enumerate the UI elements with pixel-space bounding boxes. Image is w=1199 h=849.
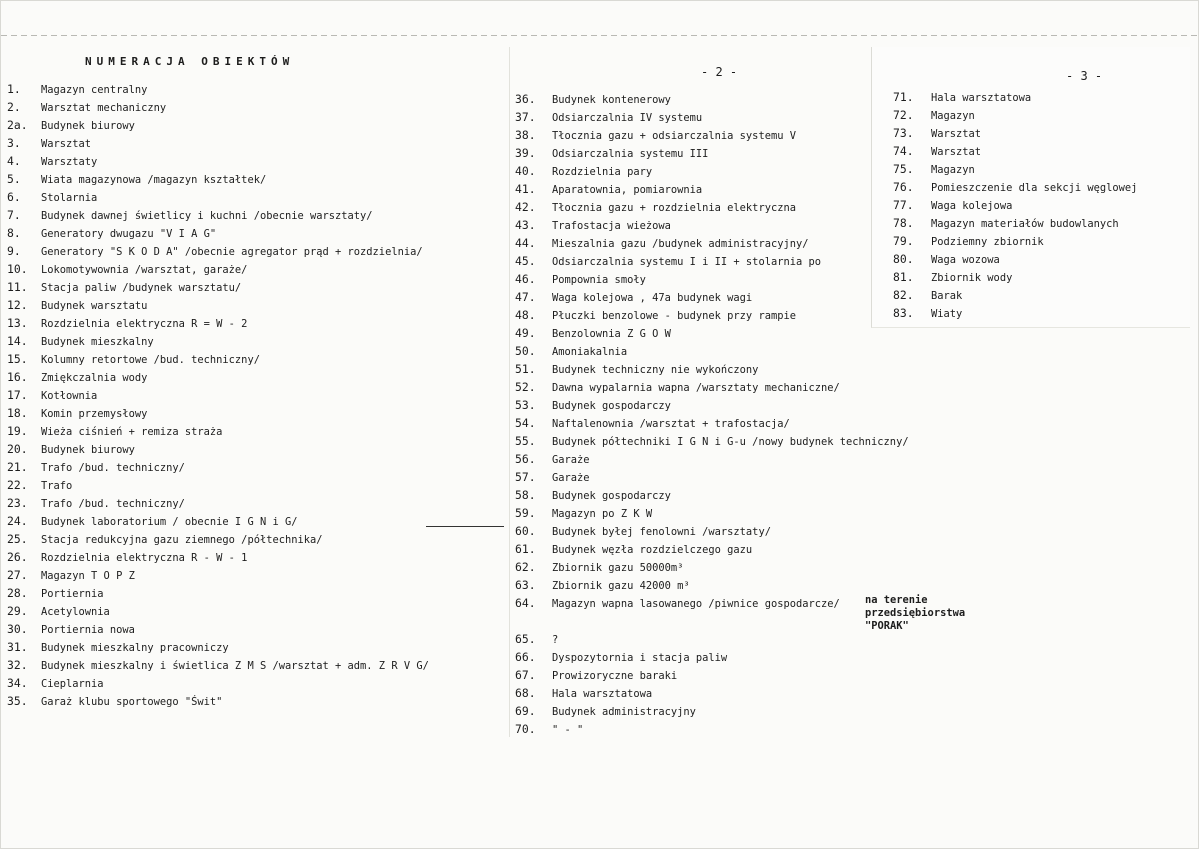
- list-item: [515, 702, 877, 720]
- item-number: 41.: [515, 182, 536, 196]
- list-item: [515, 342, 877, 360]
- item-text: Budynek mieszkalny i świetlica Z M S /warsztat + adm. Z R V G/: [41, 660, 429, 672]
- list-item: [7, 692, 507, 710]
- item-number: 66.: [515, 650, 536, 664]
- item-number: 63.: [515, 578, 536, 592]
- item-text: Barak: [931, 290, 963, 302]
- item-text: Warsztat: [931, 128, 982, 140]
- item-number: 7.: [7, 208, 21, 222]
- item-text: Portiernia nowa: [41, 624, 135, 636]
- item-text: Budynek mieszkalny: [41, 336, 154, 348]
- item-number: 79.: [893, 234, 914, 248]
- item-number: 42.: [515, 200, 536, 214]
- list-item: [515, 162, 877, 180]
- item-number: 67.: [515, 668, 536, 682]
- list-item: [7, 422, 507, 440]
- item-text: Garaże: [552, 454, 590, 466]
- item-number: 55.: [515, 434, 536, 448]
- list-item: [515, 360, 877, 378]
- list-item: [7, 152, 507, 170]
- item-text: Warsztat: [931, 146, 982, 158]
- list-item: [515, 486, 877, 504]
- list-item: [7, 458, 507, 476]
- list-item: [893, 304, 1183, 322]
- list-item: [515, 126, 877, 144]
- item-text: Magazyn materiałów budowlanych: [931, 218, 1119, 230]
- list-item: [515, 648, 877, 666]
- item-text: Kolumny retortowe /bud. techniczny/: [41, 354, 260, 366]
- list-item: [515, 432, 909, 450]
- item-text: Cieplarnia: [41, 678, 104, 690]
- item-text: Odsiarczalnia systemu III: [552, 148, 709, 160]
- item-text: " - ": [552, 724, 584, 736]
- list-item: [7, 332, 507, 350]
- list-item: [893, 124, 1183, 142]
- item-number: 36.: [515, 92, 536, 106]
- item-text: Trafo /bud. techniczny/: [41, 498, 185, 510]
- item-number: 71.: [893, 90, 914, 104]
- list-item: [7, 404, 507, 422]
- list-item: [515, 306, 877, 324]
- item-text: Budynek mieszkalny pracowniczy: [41, 642, 229, 654]
- item-text: Podziemny zbiornik: [931, 236, 1044, 248]
- list-item: [7, 278, 507, 296]
- list-item: [893, 214, 1183, 232]
- item-number: 21.: [7, 460, 28, 474]
- list-item: [7, 674, 507, 692]
- object-list-column-3: [893, 88, 1183, 322]
- item-number: 74.: [893, 144, 914, 158]
- list-item: [515, 594, 966, 632]
- item-number: 8.: [7, 226, 21, 240]
- item-number: 25.: [7, 532, 28, 546]
- item-text: Garaże: [552, 472, 590, 484]
- item-text: Magazyn po Z K W: [552, 508, 653, 520]
- item-text: Budynek dawnej świetlicy i kuchni /obecnie warsztaty/: [41, 210, 373, 222]
- item-number: 17.: [7, 388, 28, 402]
- item-number: 10.: [7, 262, 28, 276]
- list-item: [7, 80, 507, 98]
- item-text: Magazyn wapna lasowanego /piwnice gospodarcze/: [552, 598, 840, 610]
- item-number: 19.: [7, 424, 28, 438]
- list-item: [515, 720, 877, 738]
- item-text: Budynek laboratorium / obecnie I G N i G/: [41, 516, 298, 528]
- list-item: [893, 250, 1183, 268]
- item-number: 1.: [7, 82, 21, 96]
- item-text: Hala warsztatowa: [931, 92, 1032, 104]
- list-item: [515, 468, 877, 486]
- list-item: [7, 566, 507, 584]
- item-number: 46.: [515, 272, 536, 286]
- item-text: Wieża ciśnień + remiza straża: [41, 426, 223, 438]
- list-item: [515, 666, 877, 684]
- column-divider: [509, 47, 510, 737]
- item-number: 22.: [7, 478, 28, 492]
- list-item: [7, 242, 507, 260]
- list-item: [7, 224, 507, 242]
- page-title: NUMERACJA OBIEKTÓW: [85, 55, 295, 68]
- item-number: 35.: [7, 694, 28, 708]
- item-number: 28.: [7, 586, 28, 600]
- item-number: 73.: [893, 126, 914, 140]
- item-number: 45.: [515, 254, 536, 268]
- list-item: [7, 476, 507, 494]
- list-item: [893, 178, 1183, 196]
- item-number: 59.: [515, 506, 536, 520]
- list-item: [515, 252, 877, 270]
- list-item: [7, 584, 507, 602]
- item-text: Waga wozowa: [931, 254, 1000, 266]
- item-text: Pompownia smoły: [552, 274, 646, 286]
- list-item: [7, 314, 507, 332]
- item-number: 70.: [515, 722, 536, 736]
- item-text: Zbiornik gazu 50000m³: [552, 562, 684, 574]
- list-item: [515, 576, 877, 594]
- item-text: Portiernia: [41, 588, 104, 600]
- item-number: 37.: [515, 110, 536, 124]
- item-number: 20.: [7, 442, 28, 456]
- item-number: 78.: [893, 216, 914, 230]
- item-text: Stacja paliw /budynek warsztatu/: [41, 282, 242, 294]
- list-item: [515, 504, 877, 522]
- item-text: Rozdzielnia elektryczna R = W - 2: [41, 318, 248, 330]
- item-number: 2.: [7, 100, 21, 114]
- item-text: Mieszalnia gazu /budynek administracyjny/: [552, 238, 809, 250]
- list-item: [515, 180, 877, 198]
- item-number: 34.: [7, 676, 28, 690]
- item-number: 5.: [7, 172, 21, 186]
- item-text: Wiaty: [931, 308, 963, 320]
- list-item: [893, 286, 1183, 304]
- item-number: 76.: [893, 180, 914, 194]
- item-number: 40.: [515, 164, 536, 178]
- list-item: [515, 198, 877, 216]
- item-text: Aparatownia, pomiarownia: [552, 184, 703, 196]
- list-item: [515, 378, 877, 396]
- list-item: [7, 494, 507, 512]
- list-item: [515, 90, 877, 108]
- item-number: 12.: [7, 298, 28, 312]
- item-text: Budynek kontenerowy: [552, 94, 671, 106]
- item-text: Tłocznia gazu + odsiarczalnia systemu V: [552, 130, 796, 142]
- item-number: 43.: [515, 218, 536, 232]
- item-text: Trafo /bud. techniczny/: [41, 462, 185, 474]
- item-number: 3.: [7, 136, 21, 150]
- list-item: [515, 522, 877, 540]
- list-item: [7, 656, 507, 674]
- item-number: 2a.: [7, 118, 28, 132]
- list-item: [7, 296, 507, 314]
- list-item: [893, 268, 1183, 286]
- item-number: 60.: [515, 524, 536, 538]
- item-number: 31.: [7, 640, 28, 654]
- item-number: 51.: [515, 362, 536, 376]
- item-number: 27.: [7, 568, 28, 582]
- list-item: [515, 396, 877, 414]
- item-number: 48.: [515, 308, 536, 322]
- item-text: Prowizoryczne baraki: [552, 670, 678, 682]
- item-text: Warsztat mechaniczny: [41, 102, 167, 114]
- item-number: 62.: [515, 560, 536, 574]
- item-number: 4.: [7, 154, 21, 168]
- item-number: 24.: [7, 514, 28, 528]
- item-number: 75.: [893, 162, 914, 176]
- item-text: Amoniakalnia: [552, 346, 628, 358]
- item-text: Zbiornik gazu 42000 m³: [552, 580, 690, 592]
- item-text: Kotłownia: [41, 390, 98, 402]
- object-list-column-1: [7, 80, 507, 710]
- list-item: [515, 324, 877, 342]
- list-item: [893, 160, 1183, 178]
- item-text: Budynek warsztatu: [41, 300, 148, 312]
- item-text: Hala warsztatowa: [552, 688, 653, 700]
- item-text: Rozdzielnia elektryczna R - W - 1: [41, 552, 248, 564]
- header-rule: [1, 35, 1198, 36]
- item-text: Acetylownia: [41, 606, 110, 618]
- item-number: 69.: [515, 704, 536, 718]
- item-text: Magazyn T O P Z: [41, 570, 135, 582]
- list-item: [7, 602, 507, 620]
- list-item: [515, 288, 877, 306]
- item-number: 32.: [7, 658, 28, 672]
- item-text: Budynek gospodarczy: [552, 400, 671, 412]
- list-item: [515, 216, 877, 234]
- item-number: 52.: [515, 380, 536, 394]
- item-text: Generatory "S K O D A" /obecnie agregator prąd + rozdzielnia/: [41, 246, 423, 258]
- list-item: [515, 144, 877, 162]
- item-text: Zmiękczalnia wody: [41, 372, 148, 384]
- item-text: Odsiarczalnia IV systemu: [552, 112, 703, 124]
- item-number: 13.: [7, 316, 28, 330]
- item-number: 83.: [893, 306, 914, 320]
- item-number: 80.: [893, 252, 914, 266]
- list-item: [7, 350, 507, 368]
- item-text: Zbiornik wody: [931, 272, 1013, 284]
- item-text: Magazyn centralny: [41, 84, 148, 96]
- item-text: Wiata magazynowa /magazyn kształtek/: [41, 174, 267, 186]
- item-text: Dawna wypalarnia wapna /warsztaty mechaniczne/: [552, 382, 840, 394]
- item-number: 53.: [515, 398, 536, 412]
- item-number: 47.: [515, 290, 536, 304]
- item-number: 54.: [515, 416, 536, 430]
- item-text: Waga kolejowa , 47a budynek wagi: [552, 292, 753, 304]
- item-text: Budynek półtechniki I G N i G-u /nowy budynek techniczny/: [552, 436, 909, 448]
- list-item: [7, 116, 507, 134]
- item-number: 18.: [7, 406, 28, 420]
- item-number: 50.: [515, 344, 536, 358]
- item-text: Budynek biurowy: [41, 444, 135, 456]
- list-item: [7, 206, 507, 224]
- item-number: 23.: [7, 496, 28, 510]
- item-text: Budynek gospodarczy: [552, 490, 671, 502]
- page-number-3: - 3 -: [1066, 69, 1103, 83]
- item-text: Waga kolejowa: [931, 200, 1013, 212]
- item-number: 29.: [7, 604, 28, 618]
- item-text: Rozdzielnia pary: [552, 166, 653, 178]
- item-text: Trafostacja wieżowa: [552, 220, 671, 232]
- item-text: Naftalenownia /warsztat + trafostacja/: [552, 418, 790, 430]
- item-number: 11.: [7, 280, 28, 294]
- list-item: [7, 260, 507, 278]
- list-item: [515, 450, 877, 468]
- item-number: 58.: [515, 488, 536, 502]
- item-text: Magazyn: [931, 164, 975, 176]
- item-number: 57.: [515, 470, 536, 484]
- list-item: [515, 684, 877, 702]
- list-item: [7, 638, 507, 656]
- list-item: [515, 234, 877, 252]
- item-number: 44.: [515, 236, 536, 250]
- underline-dash: [426, 526, 504, 527]
- item-text: Benzolownia Z G O W: [552, 328, 671, 340]
- item-number: 16.: [7, 370, 28, 384]
- list-item: [515, 558, 877, 576]
- page-number-2: - 2 -: [701, 65, 738, 79]
- list-item: [893, 196, 1183, 214]
- item-text: ?: [552, 634, 559, 646]
- item-text: Budynek administracyjny: [552, 706, 696, 718]
- list-item: [7, 134, 507, 152]
- item-number: 68.: [515, 686, 536, 700]
- list-item: [7, 368, 507, 386]
- list-item: [7, 620, 507, 638]
- item-text: Generatory dwugazu "V I A G": [41, 228, 217, 240]
- item-number: 6.: [7, 190, 21, 204]
- list-item: [7, 440, 507, 458]
- list-item: [515, 270, 877, 288]
- list-item: [7, 98, 507, 116]
- item-text: Odsiarczalnia systemu I i II + stolarnia po: [552, 256, 821, 268]
- item-number: 82.: [893, 288, 914, 302]
- list-item: [893, 142, 1183, 160]
- list-item: [7, 386, 507, 404]
- item-text: Płuczki benzolowe - budynek przy rampie: [552, 310, 796, 322]
- item-text: Budynek byłej fenolowni /warsztaty/: [552, 526, 771, 538]
- item-number: 14.: [7, 334, 28, 348]
- item-number: 81.: [893, 270, 914, 284]
- list-item: [893, 88, 1183, 106]
- list-item: [7, 548, 507, 566]
- item-text: Stolarnia: [41, 192, 98, 204]
- list-item: [515, 108, 877, 126]
- item-text: Stacja redukcyjna gazu ziemnego /półtechnika/: [41, 534, 323, 546]
- item-number: 72.: [893, 108, 914, 122]
- item-text: Budynek węzła rozdzielczego gazu: [552, 544, 753, 556]
- item-number: 64.: [515, 596, 536, 610]
- item-text: Lokomotywownia /warsztat, garaże/: [41, 264, 248, 276]
- list-item: [515, 540, 877, 558]
- item-text: Budynek biurowy: [41, 120, 135, 132]
- list-item: [893, 106, 1183, 124]
- item-text: Warsztaty: [41, 156, 98, 168]
- list-item: [515, 630, 877, 648]
- item-text: Trafo: [41, 480, 73, 492]
- item-text: Dyspozytornia i stacja paliw: [552, 652, 728, 664]
- item-number: 9.: [7, 244, 21, 258]
- item-text: Warsztat: [41, 138, 92, 150]
- list-item: [893, 232, 1183, 250]
- list-item: [7, 512, 507, 530]
- item-number: 39.: [515, 146, 536, 160]
- item-text: Pomieszczenie dla sekcji węglowej: [931, 182, 1138, 194]
- list-item: [7, 188, 507, 206]
- item-note: na terenie przedsiębiorstwa "PORAK": [865, 594, 966, 632]
- item-number: 15.: [7, 352, 28, 366]
- item-number: 26.: [7, 550, 28, 564]
- item-text: Komin przemysłowy: [41, 408, 148, 420]
- item-number: 30.: [7, 622, 28, 636]
- item-text: Garaż klubu sportowego "Świt": [41, 696, 223, 708]
- item-number: 65.: [515, 632, 536, 646]
- item-text: Magazyn: [931, 110, 975, 122]
- item-number: 38.: [515, 128, 536, 142]
- list-item: [7, 170, 507, 188]
- list-item: [515, 414, 877, 432]
- item-number: 56.: [515, 452, 536, 466]
- item-number: 77.: [893, 198, 914, 212]
- item-number: 49.: [515, 326, 536, 340]
- item-text: Budynek techniczny nie wykończony: [552, 364, 759, 376]
- item-number: 61.: [515, 542, 536, 556]
- item-text: Tłocznia gazu + rozdzielnia elektryczna: [552, 202, 796, 214]
- list-item: [7, 530, 507, 548]
